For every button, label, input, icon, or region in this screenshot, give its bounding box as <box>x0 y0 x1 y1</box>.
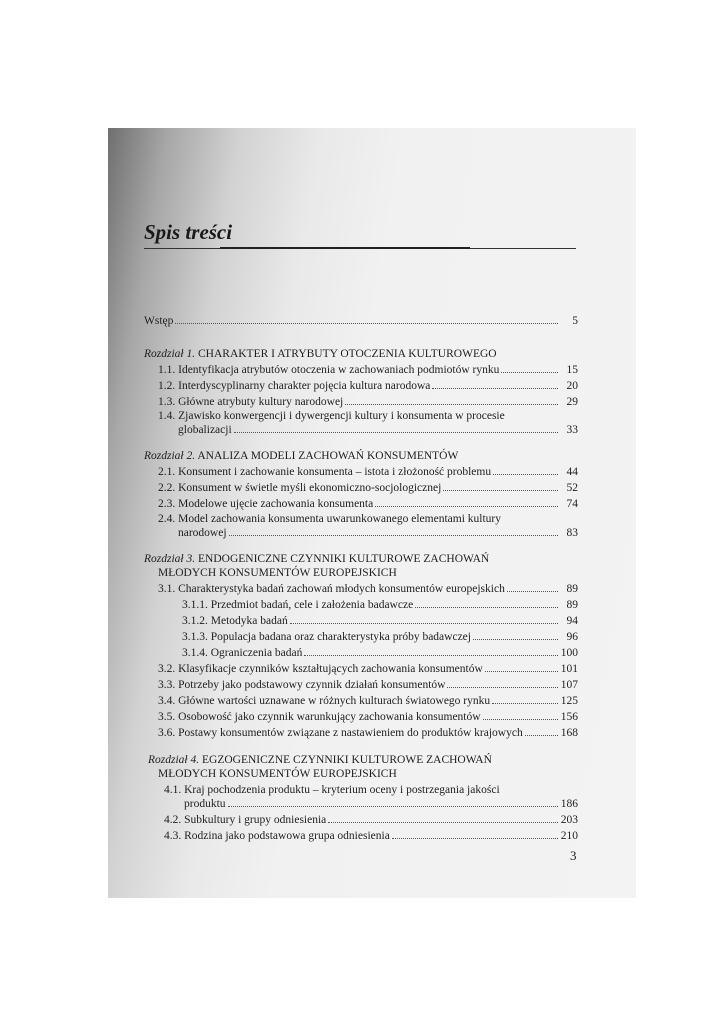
toc-entry[interactable] <box>164 813 578 827</box>
dot-leader <box>483 710 558 720</box>
toc-entry-page: 107 <box>560 679 578 691</box>
toc-entry[interactable] <box>158 710 578 724</box>
chapter-title: CHARAKTER I ATRYBUTY OTOCZENIA KULTUROWEGO <box>198 348 497 360</box>
toc-entry-label: Wstęp <box>144 315 174 327</box>
dot-leader <box>290 614 558 624</box>
toc-entry[interactable] <box>158 678 578 692</box>
toc-entry-first-line[interactable]: 1.4. Zjawisko konwergencji i dywergencji kultury i konsumenta w procesie <box>158 410 505 422</box>
toc-entry-page: 29 <box>566 396 578 408</box>
dot-leader <box>234 423 558 433</box>
dot-leader <box>525 726 558 736</box>
toc-entry-page: 89 <box>566 583 578 595</box>
toc-entry-page: 101 <box>560 663 578 675</box>
toc-entry[interactable] <box>182 630 578 644</box>
toc-entry-page: 20 <box>566 380 578 392</box>
dot-leader <box>175 314 558 324</box>
page-title: Spis treści <box>144 220 233 244</box>
toc-entry-page: 44 <box>566 466 578 478</box>
toc-entry[interactable] <box>158 379 578 393</box>
toc-entry[interactable] <box>158 481 578 495</box>
toc-entry-label: 3.1. Charakterystyka badań zachowań młodych konsumentów europejskich <box>158 583 505 595</box>
toc-entry-page: 125 <box>560 695 578 707</box>
dot-leader <box>507 582 558 592</box>
toc-entry-page: 94 <box>566 615 578 627</box>
chapter-heading[interactable] <box>148 753 492 767</box>
dot-leader <box>415 598 558 608</box>
toc-entry-page: 5 <box>572 315 578 327</box>
toc-entry-page: 210 <box>560 830 578 842</box>
table-of-contents <box>108 128 636 898</box>
toc-entry[interactable] <box>158 395 578 409</box>
dot-leader <box>492 694 558 704</box>
toc-entry-label: 3.1.4. Ograniczenia badań <box>182 647 303 659</box>
toc-entry-first-line[interactable]: 2.4. Model zachowania konsumenta uwarunkowanego elementami kultury <box>158 513 501 525</box>
dot-leader <box>447 678 558 688</box>
toc-entry-label: 3.5. Osobowość jako czynnik warunkujący zachowania konsumentów <box>158 711 481 723</box>
toc-entry[interactable] <box>158 363 578 377</box>
toc-entry[interactable] <box>158 694 578 708</box>
chapter-heading[interactable] <box>144 552 489 566</box>
toc-entry[interactable] <box>182 598 578 612</box>
toc-entry-label: 3.6. Postawy konsumentów związane z nastawieniem do produktów krajowych <box>158 727 523 739</box>
chapter-title-line2: MŁODYCH KONSUMENTÓW EUROPEJSKICH <box>158 567 397 579</box>
toc-entry-page: 96 <box>566 631 578 643</box>
dot-leader <box>473 630 558 640</box>
toc-entry-label: 2.1. Konsument i zachowanie konsumenta – istota i złożoność problemu <box>158 466 492 478</box>
toc-entry-label: 3.1.2. Metodyka badań <box>182 615 288 627</box>
dot-leader <box>345 395 558 405</box>
toc-entry[interactable] <box>158 497 578 511</box>
toc-entry-page: 33 <box>566 424 578 436</box>
dot-leader <box>304 646 558 656</box>
toc-entry-label: 3.4. Główne wartości uznawane w różnych kulturach światowego rynku <box>158 695 491 707</box>
dot-leader <box>485 662 558 672</box>
chapter-heading[interactable] <box>144 449 458 463</box>
toc-entry[interactable] <box>184 797 578 811</box>
toc-entry-continuation: narodowej <box>178 527 227 539</box>
toc-entry-label: 4.3. Rodzina jako podstawowa grupa odniesienia <box>164 830 390 842</box>
toc-entry-label: 3.3. Potrzeby jako podstawowy czynnik działań konsumentów <box>158 679 446 691</box>
chapter-label: Rozdział 1. <box>144 348 196 360</box>
dot-leader <box>501 363 558 373</box>
toc-entry-page: 74 <box>566 498 578 510</box>
toc-entry[interactable] <box>182 614 578 628</box>
dot-leader <box>443 481 558 491</box>
toc-entry[interactable] <box>178 526 578 540</box>
chapter-label: Rozdział 2. <box>144 450 196 462</box>
toc-entry-intro[interactable] <box>144 314 578 328</box>
page-number: 3 <box>570 848 577 863</box>
chapter-label: Rozdział 3. <box>144 553 196 565</box>
toc-entry-label: 1.3. Główne atrybuty kultury narodowej <box>158 396 344 408</box>
toc-entry-page: 156 <box>560 711 578 723</box>
chapter-title: EGZOGENICZNE CZYNNIKI KULTUROWE ZACHOWAŃ <box>202 754 492 766</box>
chapter-title: ENDOGENICZNE CZYNNIKI KULTUROWE ZACHOWAŃ <box>198 553 490 565</box>
toc-entry-page: 100 <box>560 647 578 659</box>
toc-entry[interactable] <box>164 829 578 843</box>
toc-entry-label: 2.2. Konsument w świetle myśli ekonomiczno-socjologicznej <box>158 482 442 494</box>
toc-entry[interactable] <box>158 662 578 676</box>
toc-entry-page: 83 <box>566 527 578 539</box>
toc-entry-page: 203 <box>560 814 578 826</box>
dot-leader <box>328 813 558 823</box>
toc-entry-page: 186 <box>560 798 578 810</box>
toc-entry[interactable] <box>158 465 578 479</box>
book-page <box>108 128 636 898</box>
dot-leader <box>432 379 558 389</box>
toc-entry-first-line[interactable]: 4.1. Kraj pochodzenia produktu – kryterium oceny i postrzegania jakości <box>164 784 500 796</box>
chapter-title: ANALIZA MODELI ZACHOWAŃ KONSUMENTÓW <box>197 450 459 462</box>
toc-entry-label: 4.2. Subkultury i grupy odniesienia <box>164 814 327 826</box>
toc-entry[interactable] <box>158 726 578 740</box>
toc-entry-label: 1.2. Interdyscyplinarny charakter pojęcia kultura narodowa <box>158 380 431 392</box>
toc-entry[interactable] <box>158 582 578 596</box>
toc-entry-label: 1.1. Identyfikacja atrybutów otoczenia w zachowaniach podmiotów rynku <box>158 364 500 376</box>
toc-entry-label: 3.1.3. Populacja badana oraz charakterystyka próby badawczej <box>182 631 471 643</box>
toc-entry[interactable] <box>178 423 578 437</box>
toc-entry-page: 89 <box>566 599 578 611</box>
toc-entry-label: 2.3. Modelowe ujęcie zachowania konsumenta <box>158 498 374 510</box>
dot-leader <box>229 526 558 536</box>
toc-entry-page: 52 <box>566 482 578 494</box>
chapter-label: Rozdział 4. <box>148 754 200 766</box>
toc-entry-continuation: globalizacji <box>178 424 232 436</box>
dot-leader <box>375 497 558 507</box>
dot-leader <box>493 465 558 475</box>
toc-entry-page: 168 <box>560 727 578 739</box>
toc-entry[interactable] <box>182 646 578 660</box>
toc-entry-continuation: produktu <box>184 798 226 810</box>
dot-leader <box>392 829 558 839</box>
toc-entry-page: 15 <box>566 364 578 376</box>
dot-leader <box>228 797 558 807</box>
chapter-title-line2: MŁODYCH KONSUMENTÓW EUROPEJSKICH <box>158 768 397 780</box>
toc-entry-label: 3.2. Klasyfikacje czynników kształtujących zachowania konsumentów <box>158 663 483 675</box>
chapter-heading[interactable] <box>144 347 497 361</box>
toc-entry-label: 3.1.1. Przedmiot badań, cele i założenia badawcze <box>182 599 414 611</box>
